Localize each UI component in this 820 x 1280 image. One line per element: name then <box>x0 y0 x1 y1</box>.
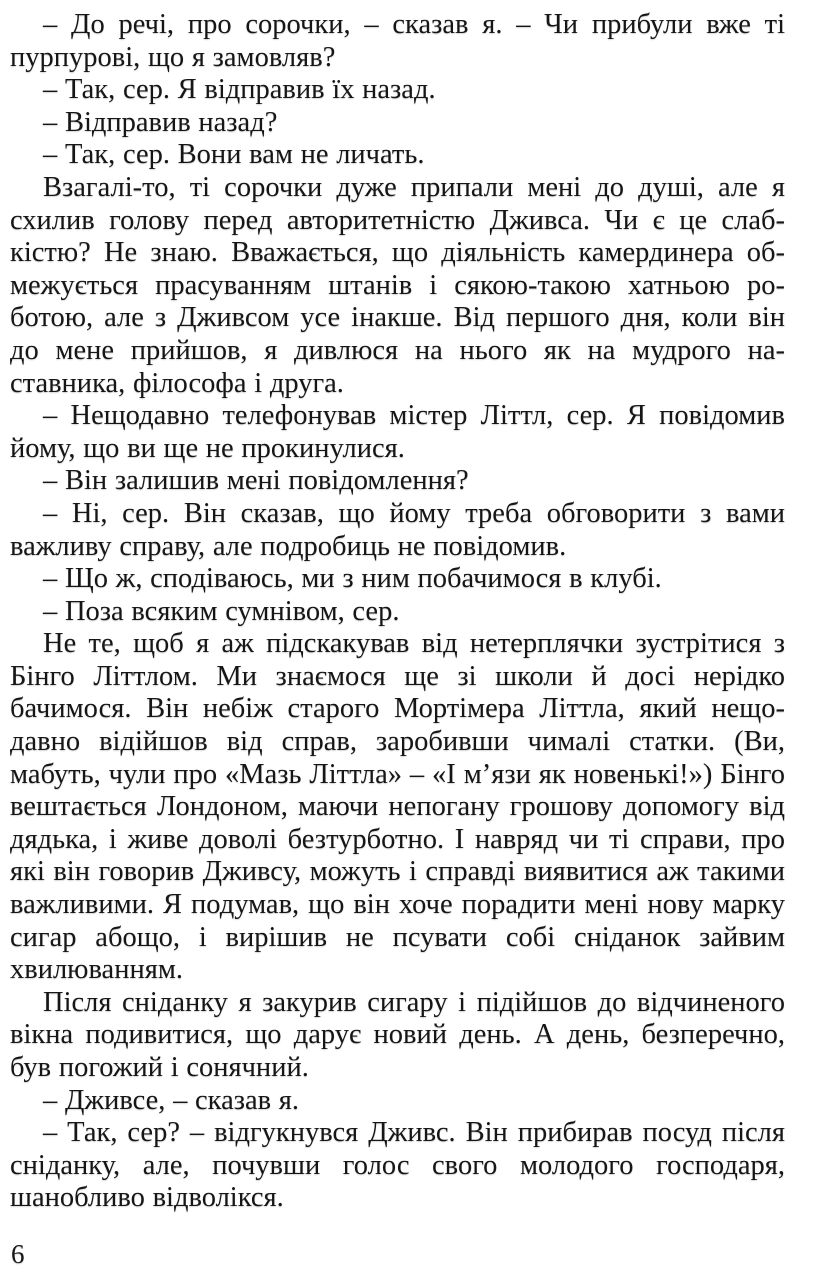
paragraph: Взагалі-то, ті сорочки дуже припали мені до душі, але я схилив голову перед авторитетністю Дживса. Чи є це слабкістю? Не знаю. Вважається, що діяльність камердинера обмежується прасуванням штанів і сякою-такою хатньою роботою, але з Дживсом усе інакше. Від першого дня, коли він до мене прийшов, я дивлюся на нього як на мудрого наставника, філософа і друга. <box>10 171 785 399</box>
paragraph: – Дживсе, – сказав я. <box>43 1084 300 1116</box>
paragraph: – Він залишив мені повідомлення? <box>43 465 469 497</box>
paragraph: – Ні, сер. Він сказав, що йому треба обговорити з вами важливу справу, але подробиць не повідомив. <box>10 497 785 562</box>
paragraph: – Поза всяким сумнівом, сер. <box>43 595 400 627</box>
paragraph: – Відправив назад? <box>43 106 278 138</box>
paragraph: – До речі, про сорочки, – сказав я. – Чи прибули вже ті пурпурові, що я замовляв? <box>10 9 785 73</box>
paragraph: – Так, сер. Вони вам не личать. <box>43 139 425 171</box>
page-text <box>10 9 785 1215</box>
paragraph: – Що ж, сподіваюсь, ми з ним побачимося в клубі. <box>43 563 662 595</box>
paragraph: Після сніданку я закурив сигару і підійшов до відчиненого вікна подивитися, що дарує новий день. А день, безперечно, був погожий і сонячний. <box>10 986 785 1083</box>
page-number: 6 <box>11 1239 25 1269</box>
paragraph: – Нещодавно телефонував містер Літтл, сер. Я повідомив йому, що ви ще не прокинулися. <box>10 400 785 464</box>
paragraph: Не те, щоб я аж підскакував від нетерплячки зустрітися з Бінго Літтлом. Ми знаємося ще зі школи й досі нерідко бачимося. Він небіж старого Мортімера Літтла, який нещодавно відійшов від справ, заробивши чималі статки. (Ви, мабуть, чули про «Мазь Літтла» – «І м’язи як новенькі!») Бінго вештається Лондоном, маючи непогану грошову допомогу від дядька, і живе доволі безтурботно. І навряд чи ті справи, про які він говорив Дживсу, можуть і справді виявитися аж такими важливими. Я подумав, що він хоче порадити мені нову марку сигар абощо, і вирішив не псувати собі сніданок зайвим хвилюванням. <box>10 628 785 986</box>
paragraph: – Так, сер? – відгукнувся Дживс. Він прибирав посуд після сніданку, але, почувши голос свого молодого господаря, шанобливо відволікся. <box>10 1117 785 1214</box>
paragraph: – Так, сер. Я відправив їх назад. <box>43 74 436 106</box>
